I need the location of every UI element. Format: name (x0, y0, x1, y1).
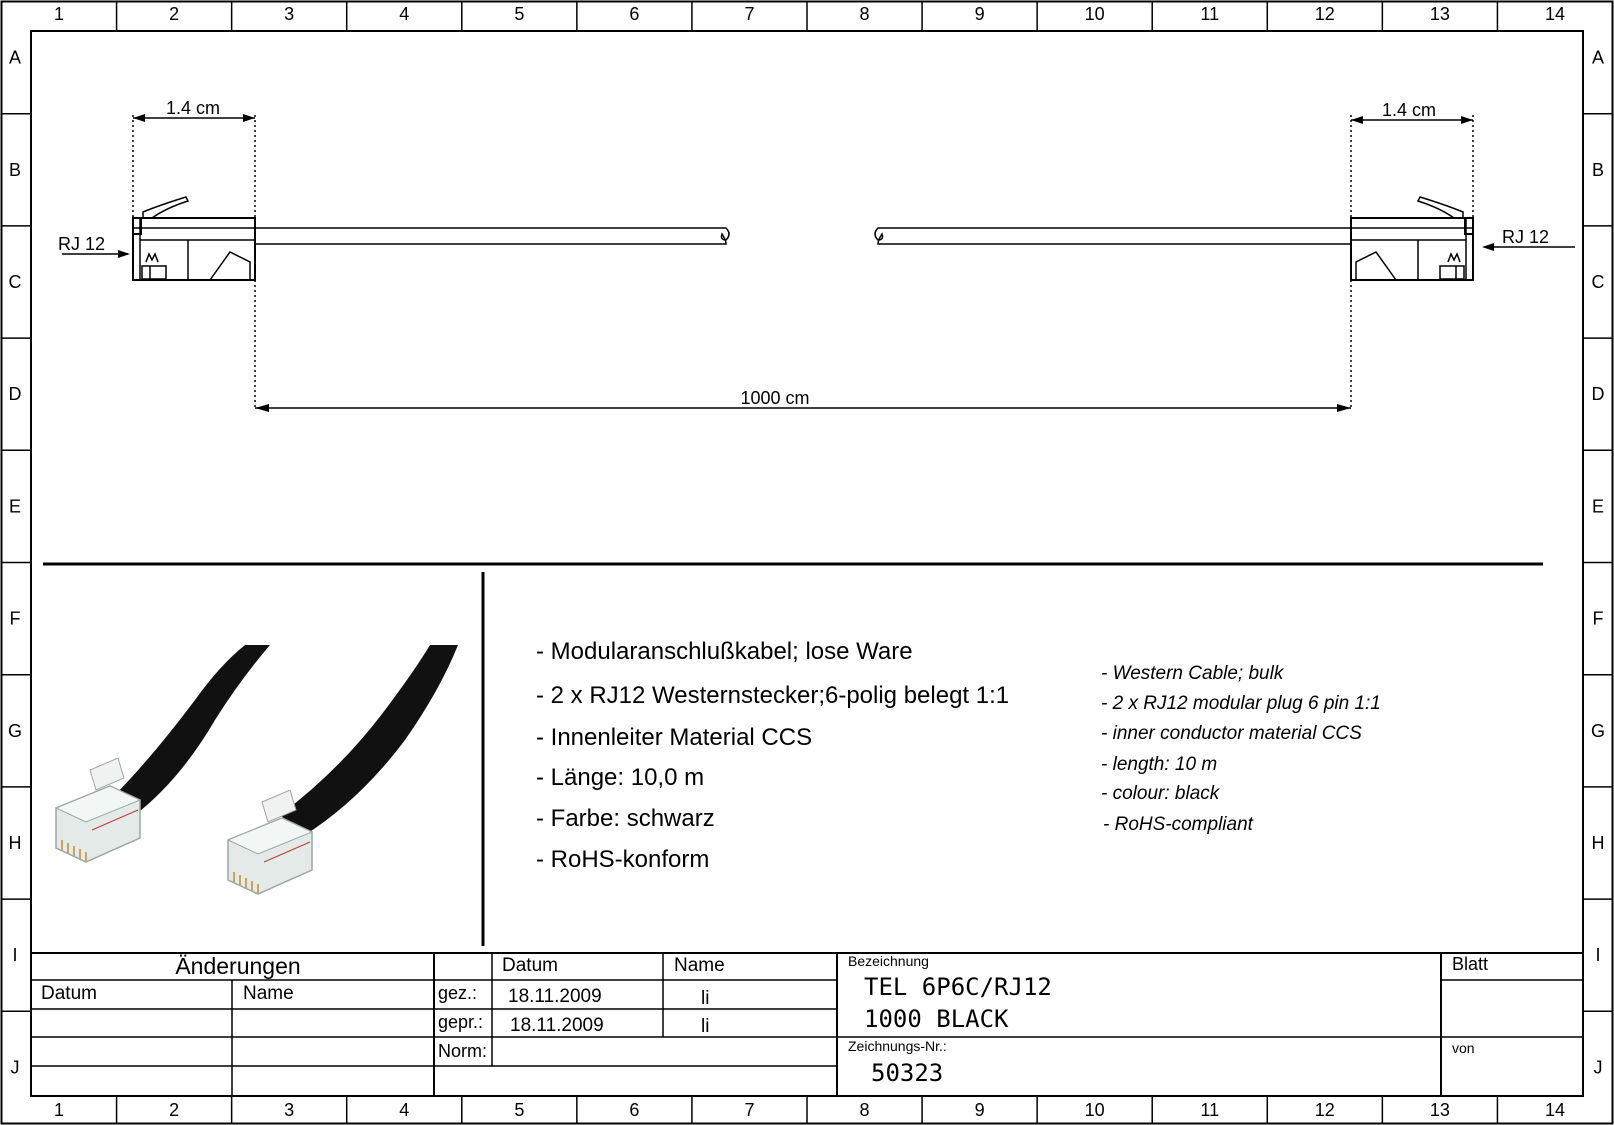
column-label-bottom: 1 (54, 1100, 65, 1120)
row-label-right: C (1591, 272, 1605, 292)
bezeichnung-line-2: 1000 BLACK (864, 1005, 1009, 1033)
row-label-right: G (1590, 720, 1606, 741)
column-label-bottom: 11 (1200, 1100, 1220, 1120)
row-label-right: F (1592, 608, 1604, 629)
row-label-left: D (8, 384, 22, 405)
column-label-bottom: 2 (169, 1100, 180, 1120)
row-label-left: E (8, 496, 22, 517)
column-label-top: 11 (1200, 4, 1220, 24)
column-label-top: 4 (399, 4, 410, 24)
spec-de-5: - Farbe: schwarz (536, 805, 715, 832)
row-label-left: C (8, 272, 22, 292)
right-rj12-plug-drawing (1351, 197, 1473, 280)
column-label-top: 9 (974, 4, 985, 24)
right-plug-dimension-label: 1.4 cm (1381, 100, 1437, 120)
spec-de-4: - Länge: 10,0 m (536, 764, 705, 791)
blatt-label: Blatt (1452, 954, 1489, 974)
spec-en-1: - Western Cable; bulk (1101, 663, 1284, 684)
spec-en-6: - RoHS-compliant (1103, 814, 1253, 835)
row-label-left: B (8, 159, 22, 180)
row-label-left: A (8, 47, 22, 68)
row-label-left: F (9, 608, 21, 629)
column-label-bottom: 12 (1314, 1100, 1335, 1120)
column-label-top: 10 (1084, 4, 1105, 24)
row-label-left: H (8, 833, 22, 853)
datum-header: Datum (502, 955, 558, 976)
column-label-top: 2 (169, 4, 180, 24)
left-plug-dimension-label: 1.4 cm (165, 98, 221, 118)
cable-length-label: 1000 cm (740, 388, 810, 408)
spec-en-5: - colour: black (1101, 783, 1220, 804)
column-label-bottom: 7 (744, 1100, 755, 1120)
zeichnungs-nr-value: 50323 (871, 1059, 944, 1087)
norm-label: Norm: (438, 1041, 487, 1061)
left-cable-segment (255, 228, 729, 244)
row-label-left: G (7, 720, 23, 741)
spec-de-6: - RoHS-konform (536, 846, 710, 873)
column-label-bottom: 10 (1084, 1100, 1105, 1120)
spec-de-2: - 2 x RJ12 Westernstecker;6-polig belegt 1:1 (536, 682, 1010, 709)
row-label-right: I (1595, 945, 1601, 966)
column-label-bottom: 8 (859, 1100, 870, 1120)
row-label-right: E (1591, 496, 1605, 517)
spec-en-3: - inner conductor material CCS (1101, 723, 1362, 744)
column-label-top: 13 (1429, 4, 1450, 24)
column-label-bottom: 5 (514, 1100, 525, 1120)
column-label-bottom: 6 (629, 1100, 640, 1120)
left-rj12-label: RJ 12 (58, 234, 106, 254)
changes-col-name: Name (243, 983, 294, 1004)
bezeichnung-line-1: TEL 6P6C/RJ12 (864, 973, 1052, 1001)
english-spec-list (1101, 663, 1381, 835)
spec-de-1: - Modularanschlußkabel; lose Ware (536, 638, 913, 665)
bezeichnung-label: Bezeichnung (848, 953, 929, 969)
row-label-right: B (1591, 159, 1605, 180)
row-label-left: I (12, 945, 18, 966)
column-label-bottom: 14 (1544, 1100, 1565, 1120)
column-label-top: 1 (54, 4, 65, 24)
column-label-top: 7 (744, 4, 755, 24)
column-label-bottom: 3 (284, 1100, 295, 1120)
column-label-top: 5 (514, 4, 525, 24)
column-label-bottom: 4 (399, 1100, 410, 1120)
column-labels-bottom (54, 1100, 1565, 1120)
von-label: von (1452, 1040, 1475, 1056)
gepr-date: 18.11.2009 (510, 1015, 604, 1036)
column-label-top: 14 (1544, 4, 1565, 24)
column-label-top: 6 (629, 4, 640, 24)
gez-label: gez.: (438, 983, 478, 1003)
column-label-top: 8 (859, 4, 870, 24)
changes-col-datum: Datum (41, 983, 97, 1004)
spec-en-2: - 2 x RJ12 modular plug 6 pin 1:1 (1101, 693, 1381, 714)
column-label-bottom: 13 (1429, 1100, 1450, 1120)
changes-header: Änderungen (175, 953, 301, 979)
zeichnungs-nr-label: Zeichnungs-Nr.: (848, 1038, 947, 1054)
row-label-left: J (10, 1057, 20, 1078)
left-rj12-plug-drawing (133, 197, 255, 280)
gez-name: li (701, 988, 710, 1009)
column-label-top: 12 (1314, 4, 1335, 24)
row-label-right: J (1593, 1057, 1603, 1078)
row-label-right: D (1591, 384, 1605, 405)
product-photo (56, 645, 458, 894)
column-labels-top (54, 4, 1565, 24)
name-header: Name (674, 955, 725, 976)
spec-en-4: - length: 10 m (1101, 754, 1218, 775)
right-cable-segment (875, 228, 1351, 244)
column-label-top: 3 (284, 4, 295, 24)
spec-de-3: - Innenleiter Material CCS (536, 724, 813, 751)
gez-date: 18.11.2009 (508, 986, 602, 1007)
row-label-right: H (1591, 833, 1605, 853)
column-label-bottom: 9 (974, 1100, 985, 1120)
right-rj12-label: RJ 12 (1502, 227, 1550, 247)
gepr-name: li (701, 1016, 710, 1037)
cable-drawing (62, 114, 1575, 412)
gepr-label: gepr.: (438, 1012, 484, 1032)
german-spec-list (536, 638, 1009, 873)
row-label-right: A (1591, 47, 1605, 68)
